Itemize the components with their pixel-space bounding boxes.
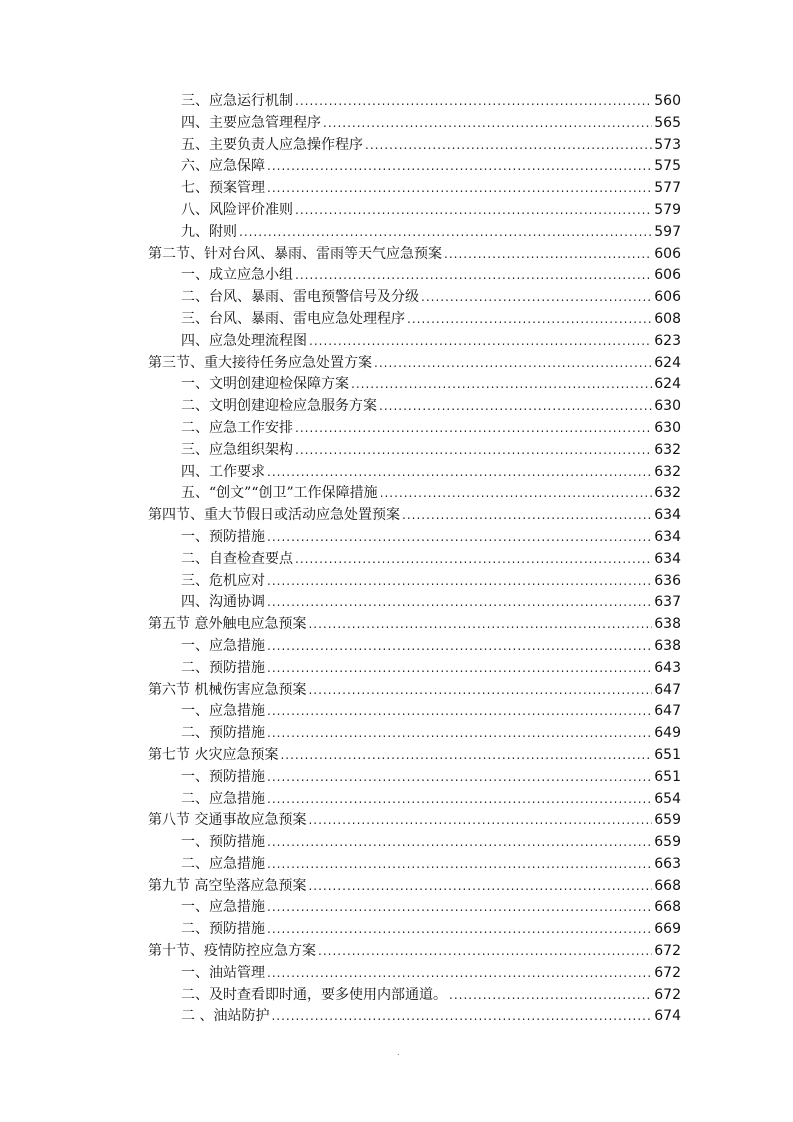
- toc-dot-leader: [267, 462, 652, 484]
- toc-subsection-entry[interactable]: [148, 527, 681, 549]
- toc-subsection-entry[interactable]: [148, 418, 681, 440]
- toc-page-number: 575: [654, 158, 681, 175]
- toc-subsection-entry[interactable]: [148, 222, 681, 244]
- toc-entry-title: 五、主要负责人应急操作程序: [181, 136, 363, 153]
- toc-subsection-entry[interactable]: [148, 374, 681, 396]
- toc-subsection-entry[interactable]: [148, 156, 681, 178]
- toc-dot-leader: [407, 309, 652, 331]
- toc-subsection-entry[interactable]: [148, 91, 681, 113]
- toc-dot-leader: [271, 1006, 652, 1028]
- toc-page-number: 668: [654, 899, 681, 916]
- toc-page-number: 659: [654, 834, 681, 851]
- toc-entry-title: 一、油站管理: [181, 964, 265, 981]
- toc-page-number: 634: [654, 528, 681, 545]
- toc-subsection-entry[interactable]: [148, 571, 681, 593]
- toc-dot-leader: [379, 396, 652, 418]
- toc-entry-title: 二 、油站防护: [181, 1008, 270, 1025]
- toc-subsection-entry[interactable]: [148, 462, 681, 484]
- toc-entry-title: 三、应急运行机制: [181, 93, 293, 109]
- toc-dot-leader: [308, 680, 652, 702]
- toc-subsection-entry[interactable]: [148, 723, 681, 745]
- table-of-contents: [148, 91, 681, 1028]
- toc-subsection-entry[interactable]: [148, 985, 681, 1007]
- toc-dot-leader: [267, 767, 652, 789]
- toc-entry-title: 第四节、重大节假日或活动应急处置预案: [148, 507, 400, 524]
- toc-page-number: 606: [654, 289, 681, 306]
- toc-dot-leader: [444, 244, 652, 266]
- toc-subsection-entry[interactable]: [148, 309, 681, 331]
- toc-subsection-entry[interactable]: [148, 658, 681, 680]
- toc-dot-leader: [295, 265, 652, 287]
- toc-dot-leader: [267, 658, 652, 680]
- toc-entry-title: 二、预防措施: [181, 921, 265, 938]
- toc-page-number: 632: [654, 463, 681, 480]
- toc-page-number: 565: [654, 114, 681, 131]
- toc-subsection-entry[interactable]: [148, 919, 681, 941]
- toc-subsection-entry[interactable]: [148, 767, 681, 789]
- toc-dot-leader: [295, 200, 652, 222]
- toc-page-number: 669: [654, 921, 681, 938]
- toc-page-number: 659: [654, 812, 681, 829]
- toc-subsection-entry[interactable]: [148, 897, 681, 919]
- toc-page-number: 647: [654, 703, 681, 720]
- toc-entry-title: 一、应急措施: [181, 899, 265, 916]
- toc-entry-title: 一、预防措施: [181, 834, 265, 851]
- toc-page-number: 649: [654, 725, 681, 742]
- toc-entry-title: 四、沟通协调: [181, 594, 265, 611]
- toc-dot-leader: [402, 505, 652, 527]
- toc-page-number: 634: [654, 507, 681, 524]
- toc-dot-leader: [267, 571, 652, 593]
- toc-dot-leader: [267, 592, 652, 614]
- toc-subsection-entry[interactable]: [148, 854, 681, 876]
- toc-subsection-entry[interactable]: [148, 592, 681, 614]
- toc-page-number: 668: [654, 877, 681, 894]
- toc-entry-title: 一、应急措施: [181, 703, 265, 720]
- toc-entry-title: 一、预防措施: [181, 768, 265, 785]
- toc-section-entry[interactable]: [148, 876, 681, 898]
- toc-subsection-entry[interactable]: [148, 178, 681, 200]
- toc-entry-title: 二、台风、暴雨、雷电预警信号及分级: [181, 289, 419, 306]
- page-footer-mark: .: [397, 1048, 400, 1057]
- toc-section-entry[interactable]: [148, 745, 681, 767]
- toc-dot-leader: [267, 854, 652, 876]
- toc-entry-title: 四、应急处理流程图: [181, 332, 307, 349]
- toc-page-number: 630: [654, 419, 681, 436]
- toc-page-number: 672: [654, 964, 681, 981]
- toc-page-number: 560: [654, 93, 681, 109]
- toc-page-number: 623: [654, 332, 681, 349]
- toc-subsection-entry[interactable]: [148, 396, 681, 418]
- toc-dot-leader: [449, 985, 652, 1007]
- toc-entry-title: 二、预防措施: [181, 659, 265, 676]
- toc-dot-leader: [267, 963, 652, 985]
- toc-entry-title: 一、应急措施: [181, 637, 265, 654]
- toc-subsection-entry[interactable]: [148, 789, 681, 811]
- toc-dot-leader: [267, 723, 652, 745]
- toc-page-number: 624: [654, 354, 681, 371]
- toc-page-number: 632: [654, 441, 681, 458]
- toc-subsection-entry[interactable]: [148, 200, 681, 222]
- toc-entry-title: 第三节、重大接待任务应急处置方案: [148, 354, 372, 371]
- toc-page-number: 638: [654, 637, 681, 654]
- toc-page-number: 624: [654, 376, 681, 393]
- toc-dot-leader: [309, 331, 652, 353]
- toc-subsection-entry[interactable]: [148, 549, 681, 571]
- toc-page-number: 579: [654, 201, 681, 218]
- toc-dot-leader: [267, 789, 652, 811]
- toc-page-number: 606: [654, 245, 681, 262]
- toc-entry-title: 二、应急措施: [181, 790, 265, 807]
- toc-entry-title: 一、成立应急小组: [181, 267, 293, 284]
- toc-entry-title: 五、“创文”“创卫”工作保障措施: [181, 485, 378, 502]
- toc-dot-leader: [267, 701, 652, 723]
- toc-subsection-entry[interactable]: [148, 483, 681, 505]
- toc-dot-leader: [374, 353, 652, 375]
- toc-page-number: 577: [654, 180, 681, 197]
- toc-dot-leader: [365, 135, 652, 157]
- toc-dot-leader: [267, 897, 652, 919]
- toc-subsection-entry[interactable]: [148, 331, 681, 353]
- toc-page-number: 630: [654, 398, 681, 415]
- toc-dot-leader: [308, 614, 652, 636]
- toc-subsection-entry[interactable]: [148, 636, 681, 658]
- toc-dot-leader: [280, 745, 652, 767]
- toc-entry-title: 七、预案管理: [181, 180, 265, 197]
- toc-section-entry[interactable]: [148, 680, 681, 702]
- toc-subsection-entry[interactable]: [148, 265, 681, 287]
- toc-section-entry[interactable]: [148, 353, 681, 375]
- toc-dot-leader: [308, 810, 652, 832]
- toc-subsection-entry[interactable]: [148, 701, 681, 723]
- toc-page-number: 573: [654, 136, 681, 153]
- toc-entry-title: 二、应急工作安排: [181, 419, 293, 436]
- toc-entry-title: 第九节 高空坠落应急预案: [148, 877, 307, 894]
- toc-entry-title: 六、应急保障: [181, 158, 265, 175]
- toc-section-entry[interactable]: [148, 505, 681, 527]
- toc-entry-title: 第八节 交通事故应急预案: [148, 812, 307, 829]
- toc-entry-title: 第二节、针对台风、暴雨、雷雨等天气应急预案: [148, 245, 442, 262]
- toc-entry-title: 二、自查检查要点: [181, 550, 293, 567]
- toc-subsection-entry[interactable]: [148, 1006, 681, 1028]
- toc-section-entry[interactable]: [148, 614, 681, 636]
- toc-dot-leader: [295, 440, 652, 462]
- toc-entry-title: 三、应急组织架构: [181, 441, 293, 458]
- toc-section-entry[interactable]: [148, 810, 681, 832]
- toc-dot-leader: [267, 527, 652, 549]
- toc-page-number: 651: [654, 768, 681, 785]
- toc-page-number: 672: [654, 986, 681, 1003]
- toc-entry-title: 第五节 意外触电应急预案: [148, 616, 307, 633]
- toc-entry-title: 四、主要应急管理程序: [181, 114, 321, 131]
- toc-entry-title: 二、及时查看即时通，要多使用内部通道。: [181, 986, 447, 1003]
- toc-dot-leader: [295, 418, 652, 440]
- toc-entry-title: 第七节 火灾应急预案: [148, 746, 279, 763]
- toc-entry-title: 二、应急措施: [181, 855, 265, 872]
- toc-dot-leader: [380, 483, 653, 505]
- toc-page-number: 638: [654, 616, 681, 633]
- toc-dot-leader: [308, 876, 652, 898]
- toc-entry-title: 八、风险评价准则: [181, 201, 293, 218]
- toc-page-number: 643: [654, 659, 681, 676]
- toc-entry-title: 二、预防措施: [181, 725, 265, 742]
- toc-page-number: 651: [654, 746, 681, 763]
- toc-dot-leader: [267, 832, 652, 854]
- toc-dot-leader: [239, 222, 652, 244]
- toc-page-number: 634: [654, 550, 681, 567]
- toc-page-number: 672: [654, 943, 681, 960]
- toc-entry-title: 一、文明创建迎检保障方案: [181, 376, 349, 393]
- toc-dot-leader: [351, 374, 652, 396]
- toc-section-entry[interactable]: [148, 941, 681, 963]
- toc-subsection-entry[interactable]: [148, 832, 681, 854]
- toc-dot-leader: [267, 636, 652, 658]
- toc-entry-title: 九、附则: [181, 223, 237, 240]
- toc-entry-title: 第十节、疫情防控应急方案: [148, 943, 316, 960]
- toc-entry-title: 三、危机应对: [181, 572, 265, 589]
- toc-entry-title: 三、台风、暴雨、雷电应急处理程序: [181, 310, 405, 327]
- toc-entry-title: 一、预防措施: [181, 528, 265, 545]
- toc-subsection-entry[interactable]: [148, 287, 681, 309]
- toc-dot-leader: [267, 156, 652, 178]
- toc-subsection-entry[interactable]: [148, 440, 681, 462]
- toc-subsection-entry[interactable]: [148, 963, 681, 985]
- toc-dot-leader: [421, 287, 652, 309]
- toc-page-number: 597: [654, 223, 681, 240]
- toc-page-number: 632: [654, 485, 681, 502]
- toc-dot-leader: [323, 113, 652, 135]
- toc-subsection-entry[interactable]: [148, 135, 681, 157]
- toc-page-number: 636: [654, 572, 681, 589]
- toc-entry-title: 二、文明创建迎检应急服务方案: [181, 398, 377, 415]
- toc-dot-leader: [318, 941, 652, 963]
- toc-page-number: 654: [654, 790, 681, 807]
- toc-dot-leader: [295, 549, 652, 571]
- toc-entry-title: 第六节 机械伤害应急预案: [148, 681, 307, 698]
- toc-page-number: 674: [654, 1008, 681, 1025]
- toc-dot-leader: [295, 91, 652, 113]
- toc-page-number: 663: [654, 855, 681, 872]
- toc-page-number: 606: [654, 267, 681, 284]
- toc-page-number: 637: [654, 594, 681, 611]
- toc-page-number: 608: [654, 310, 681, 327]
- toc-entry-title: 四、工作要求: [181, 463, 265, 480]
- toc-subsection-entry[interactable]: [148, 113, 681, 135]
- toc-section-entry[interactable]: [148, 244, 681, 266]
- toc-dot-leader: [267, 919, 652, 941]
- toc-page-number: 647: [654, 681, 681, 698]
- toc-dot-leader: [267, 178, 652, 200]
